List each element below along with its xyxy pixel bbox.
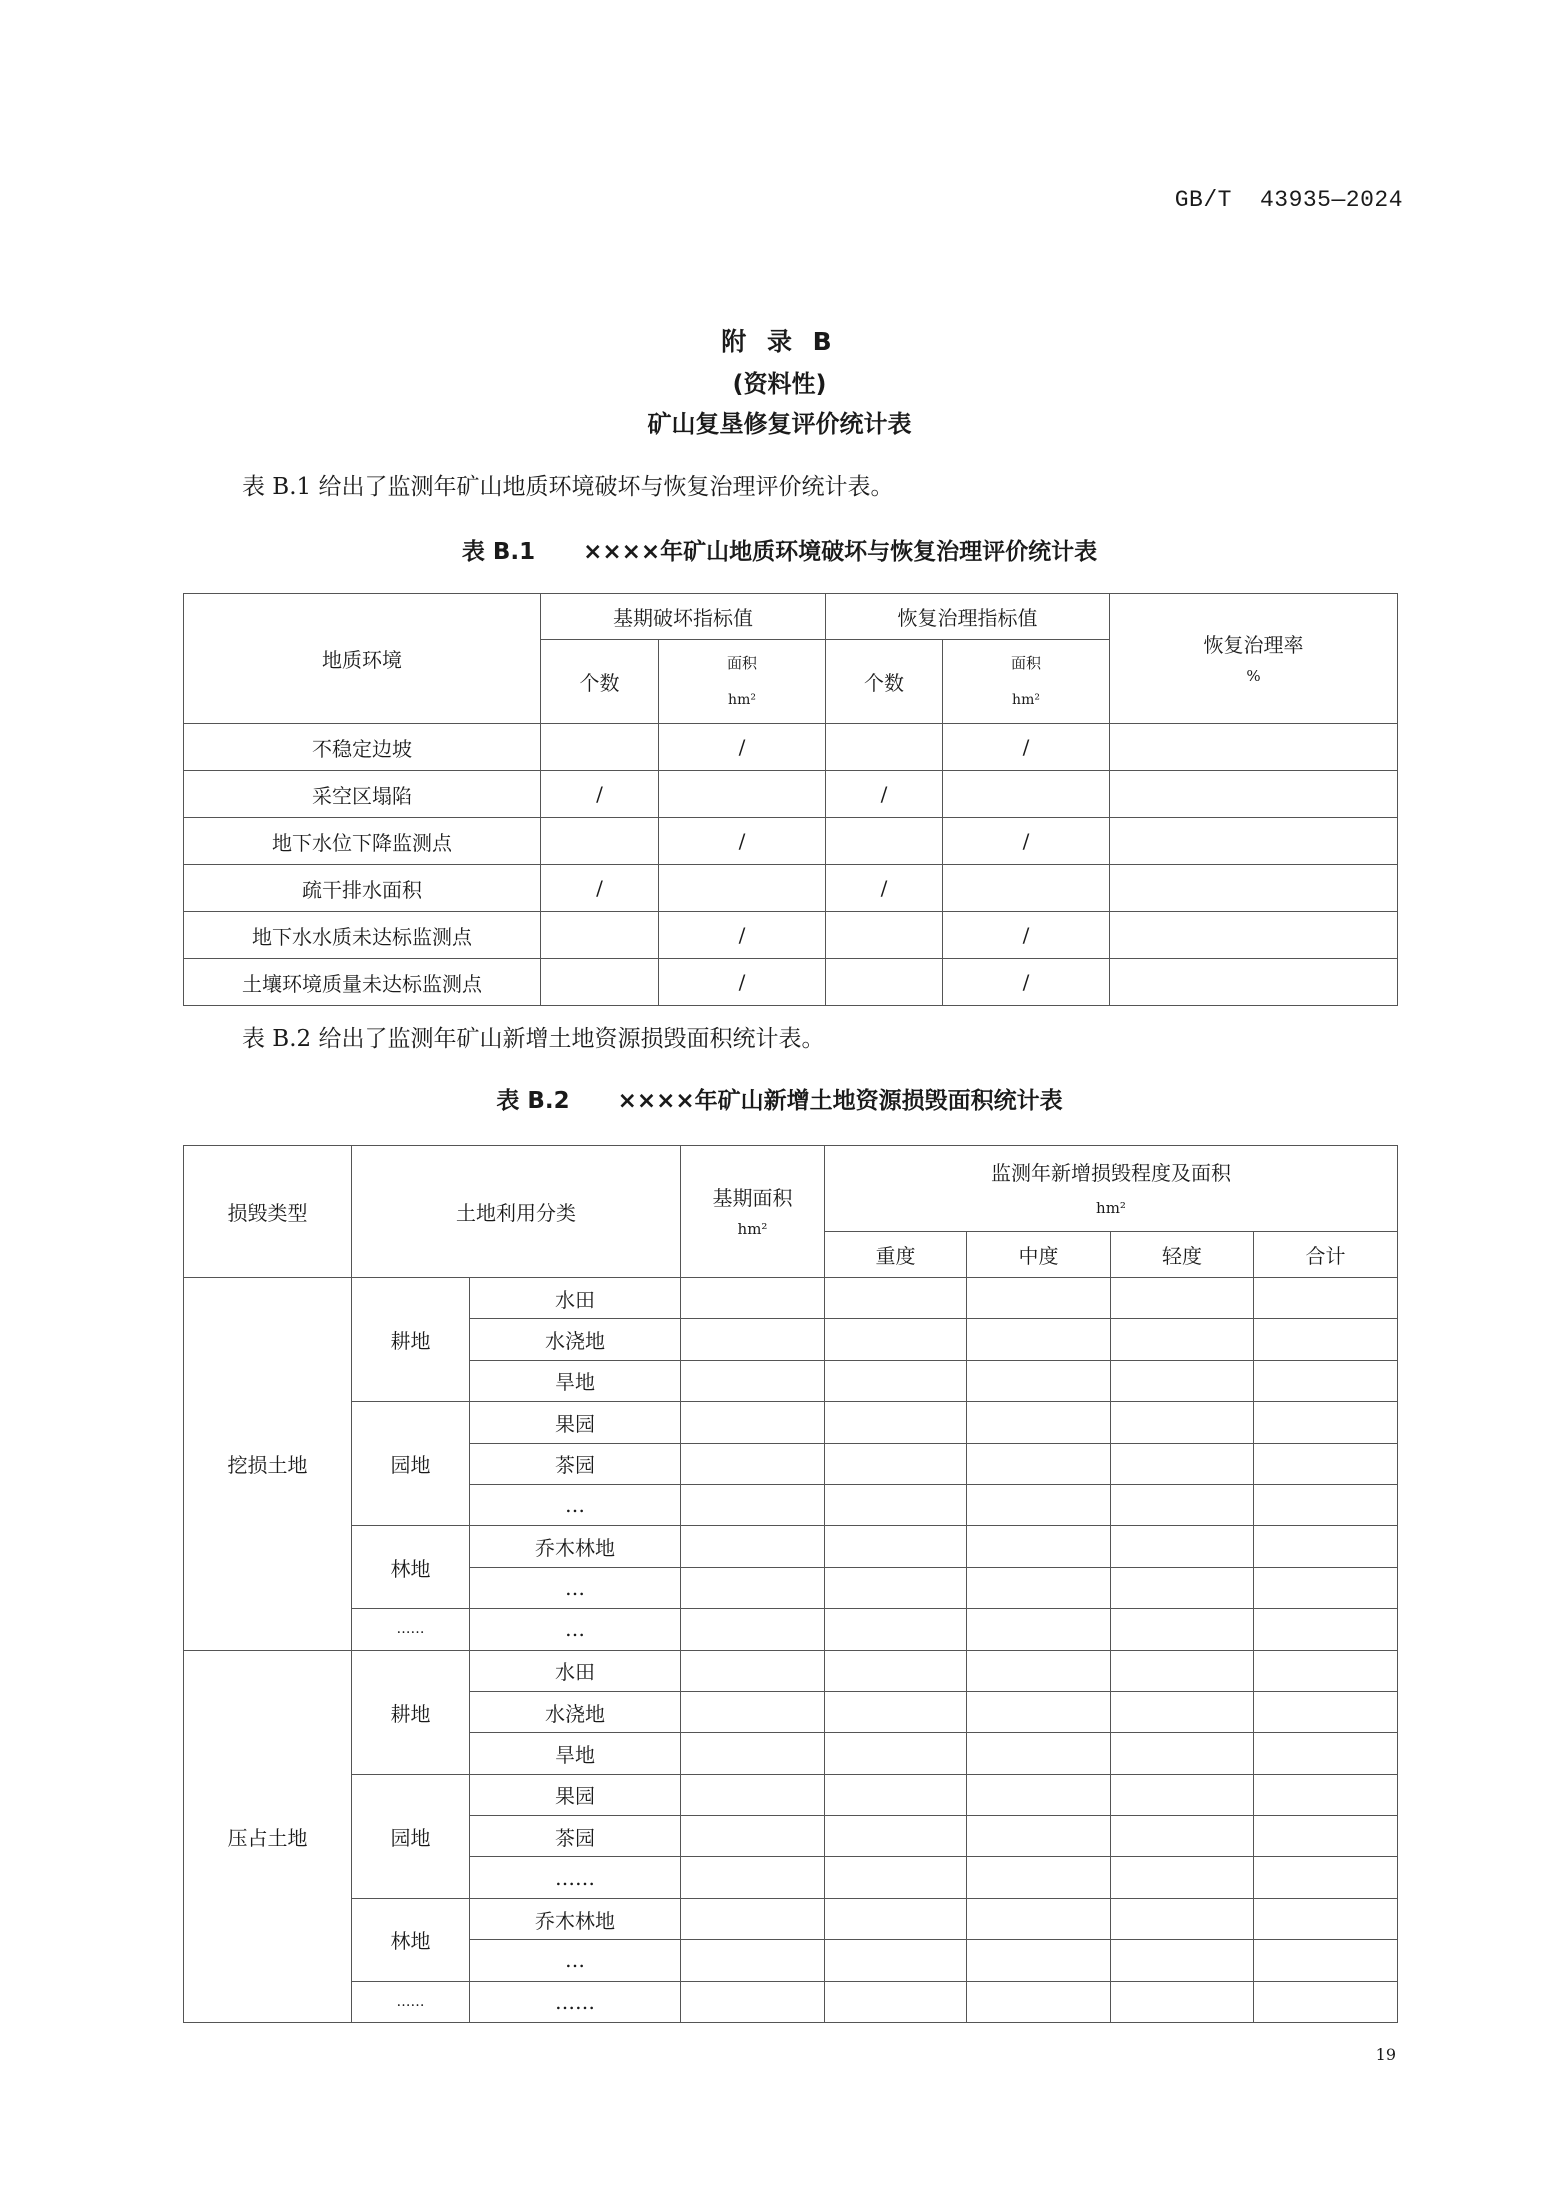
table1-cell bbox=[541, 959, 659, 1006]
table2-damage-type: 挖损土地 bbox=[184, 1278, 352, 1651]
table2-land-subcategory: …… bbox=[470, 1981, 681, 2022]
appendix-title: 附 录 B bbox=[721, 327, 838, 356]
table1-row-label: 地下水位下降监测点 bbox=[184, 818, 541, 865]
table2-cell bbox=[825, 1898, 967, 1939]
table2-cell bbox=[1254, 1443, 1398, 1484]
table2-land-category: 园地 bbox=[352, 1774, 470, 1898]
table2-header-heavy: 重度 bbox=[825, 1232, 967, 1278]
table2-row bbox=[184, 1774, 1398, 1815]
table2-cell bbox=[1111, 1733, 1254, 1774]
table2-cell bbox=[1111, 1609, 1254, 1650]
table1-cell: / bbox=[659, 959, 826, 1006]
table2-row bbox=[184, 1981, 1398, 2022]
table1-cell: / bbox=[541, 865, 659, 912]
table2-cell bbox=[1254, 1650, 1398, 1691]
table2-land-category: …… bbox=[352, 1609, 470, 1650]
table2-cell bbox=[1111, 1402, 1254, 1443]
table2-cell bbox=[825, 1402, 967, 1443]
table2-row bbox=[184, 1898, 1398, 1939]
table2-land-subcategory: 茶园 bbox=[470, 1443, 681, 1484]
table2-cell bbox=[681, 1526, 825, 1567]
table1-cell bbox=[1110, 912, 1398, 959]
table2-cell bbox=[825, 1857, 967, 1898]
table1-cell: / bbox=[659, 818, 826, 865]
table2-header-type: 损毁类型 bbox=[184, 1146, 352, 1278]
table1-cell bbox=[1110, 818, 1398, 865]
table2-land-subcategory: 水浇地 bbox=[470, 1691, 681, 1732]
table2-cell bbox=[967, 1319, 1111, 1360]
table1-header-count-2: 个数 bbox=[826, 640, 943, 724]
standard-code bbox=[1175, 187, 1403, 213]
table2-base-unit: hm² bbox=[737, 1219, 768, 1238]
table1-cell bbox=[541, 724, 659, 771]
table2-land-category: 耕地 bbox=[352, 1650, 470, 1774]
table1-row bbox=[184, 959, 1398, 1006]
table2-cell bbox=[1254, 1278, 1398, 1319]
table2-row bbox=[184, 1278, 1398, 1319]
table2-cell bbox=[967, 1733, 1111, 1774]
table2-row bbox=[184, 1650, 1398, 1691]
table1-caption-title: ××××年矿山地质环境破坏与恢复治理评价统计表 bbox=[583, 539, 1098, 565]
table2-land-subcategory: 旱地 bbox=[470, 1360, 681, 1401]
table2-cell bbox=[681, 1484, 825, 1525]
table1-area-label: 面积 bbox=[726, 654, 757, 673]
table2-cell bbox=[1254, 1981, 1398, 2022]
table2-cell bbox=[1254, 1691, 1398, 1732]
table2 bbox=[183, 1145, 1398, 2023]
intro-table1: 表 B.1 给出了监测年矿山地质环境破坏与恢复治理评价统计表。 bbox=[242, 474, 894, 500]
table2-cell bbox=[1111, 1691, 1254, 1732]
table2-cell bbox=[1254, 1360, 1398, 1401]
table2-cell bbox=[1254, 1526, 1398, 1567]
table2-cell bbox=[1111, 1857, 1254, 1898]
table2-cell bbox=[681, 1691, 825, 1732]
table1-rate-unit: % bbox=[1246, 666, 1261, 685]
table2-land-subcategory: … bbox=[470, 1609, 681, 1650]
table1 bbox=[183, 593, 1398, 1006]
table2-cell bbox=[967, 1650, 1111, 1691]
appendix-name: 矿山复垦修复评价统计表 bbox=[647, 410, 912, 438]
table1-cell: / bbox=[826, 865, 943, 912]
table2-land-subcategory: 旱地 bbox=[470, 1733, 681, 1774]
table1-rate-label: 恢复治理率 bbox=[1203, 632, 1304, 657]
table2-cell bbox=[1254, 1484, 1398, 1525]
table2-cell bbox=[681, 1443, 825, 1484]
table2-cell bbox=[825, 1360, 967, 1401]
table2-cell bbox=[1111, 1898, 1254, 1939]
table2-row bbox=[184, 1609, 1398, 1650]
table2-land-subcategory: 水田 bbox=[470, 1278, 681, 1319]
table2-cell bbox=[681, 1898, 825, 1939]
table2-cell bbox=[967, 1402, 1111, 1443]
table2-cell bbox=[1111, 1484, 1254, 1525]
table2-cell bbox=[1111, 1650, 1254, 1691]
table1-area-label-2: 面积 bbox=[1010, 654, 1041, 673]
table2-row bbox=[184, 1526, 1398, 1567]
table2-cell bbox=[1254, 1402, 1398, 1443]
table2-header-light: 轻度 bbox=[1111, 1232, 1254, 1278]
table1-cell bbox=[1110, 724, 1398, 771]
table2-cell bbox=[967, 1981, 1111, 2022]
table2-cell bbox=[825, 1609, 967, 1650]
table2-cell bbox=[681, 1733, 825, 1774]
table2-cell bbox=[681, 1402, 825, 1443]
table2-land-subcategory: 茶园 bbox=[470, 1816, 681, 1857]
table1-cell: / bbox=[826, 771, 943, 818]
table2-cell bbox=[825, 1484, 967, 1525]
table2-cell bbox=[681, 1650, 825, 1691]
table2-land-subcategory: 水浇地 bbox=[470, 1319, 681, 1360]
table2-cell bbox=[681, 1278, 825, 1319]
table2-cell bbox=[967, 1816, 1111, 1857]
table2-land-category: …… bbox=[352, 1981, 470, 2022]
table2-cell bbox=[825, 1650, 967, 1691]
table1-cell bbox=[659, 865, 826, 912]
table1-cell: / bbox=[943, 818, 1110, 865]
table2-cell bbox=[681, 1360, 825, 1401]
table2-header-total: 合计 bbox=[1254, 1232, 1398, 1278]
table2-cell bbox=[1111, 1443, 1254, 1484]
table2-cell bbox=[1111, 1319, 1254, 1360]
table1-cell bbox=[1110, 865, 1398, 912]
table2-base-label: 基期面积 bbox=[712, 1185, 793, 1210]
table1-header-recover: 恢复治理指标值 bbox=[826, 594, 1110, 640]
table2-cell bbox=[1111, 1816, 1254, 1857]
table2-cell bbox=[967, 1774, 1111, 1815]
table2-cell bbox=[825, 1733, 967, 1774]
table2-land-category: 林地 bbox=[352, 1526, 470, 1609]
table2-monitor-unit: hm² bbox=[1096, 1198, 1126, 1217]
table2-land-subcategory: … bbox=[470, 1484, 681, 1525]
table2-cell bbox=[681, 1567, 825, 1608]
table1-row bbox=[184, 771, 1398, 818]
table2-land-category: 园地 bbox=[352, 1402, 470, 1526]
table1-row-label: 采空区塌陷 bbox=[184, 771, 541, 818]
table1-row-label: 地下水水质未达标监测点 bbox=[184, 912, 541, 959]
table1-row bbox=[184, 724, 1398, 771]
table1-cell: / bbox=[943, 959, 1110, 1006]
table2-header-monitor bbox=[825, 1146, 1398, 1232]
table2-cell bbox=[967, 1567, 1111, 1608]
table2-cell bbox=[1254, 1898, 1398, 1939]
table2-cell bbox=[1254, 1567, 1398, 1608]
table2-land-subcategory: … bbox=[470, 1567, 681, 1608]
table2-land-subcategory: 果园 bbox=[470, 1774, 681, 1815]
table1-cell: / bbox=[541, 771, 659, 818]
table2-cell bbox=[967, 1691, 1111, 1732]
table2-cell bbox=[967, 1484, 1111, 1525]
table1-cell bbox=[943, 865, 1110, 912]
table2-cell bbox=[825, 1940, 967, 1981]
table1-header-env: 地质环境 bbox=[184, 594, 541, 724]
table2-header-medium: 中度 bbox=[967, 1232, 1111, 1278]
table1-caption-label: 表 B.1 bbox=[461, 539, 536, 565]
table1-cell bbox=[826, 959, 943, 1006]
table2-caption bbox=[0, 1082, 1559, 1115]
table2-land-subcategory: 果园 bbox=[470, 1402, 681, 1443]
table2-row bbox=[184, 1402, 1398, 1443]
table2-cell bbox=[1111, 1567, 1254, 1608]
table2-damage-type: 压占土地 bbox=[184, 1650, 352, 2023]
table2-cell bbox=[1111, 1774, 1254, 1815]
table1-caption bbox=[0, 533, 1559, 566]
table2-cell bbox=[1254, 1319, 1398, 1360]
table2-land-subcategory: …… bbox=[470, 1857, 681, 1898]
table2-cell bbox=[1254, 1733, 1398, 1774]
table1-cell: / bbox=[659, 912, 826, 959]
table1-header-rate bbox=[1110, 594, 1398, 724]
table2-caption-title: ××××年矿山新增土地资源损毁面积统计表 bbox=[617, 1088, 1063, 1114]
table1-cell bbox=[1110, 959, 1398, 1006]
table2-land-subcategory: … bbox=[470, 1940, 681, 1981]
table2-monitor-label: 监测年新增损毁程度及面积 bbox=[991, 1160, 1231, 1185]
table2-land-category: 耕地 bbox=[352, 1278, 470, 1402]
table2-cell bbox=[967, 1940, 1111, 1981]
standard-prefix: GB/T bbox=[1174, 187, 1232, 213]
table2-cell bbox=[825, 1774, 967, 1815]
table2-cell bbox=[681, 1857, 825, 1898]
table2-cell bbox=[681, 1774, 825, 1815]
table2-cell bbox=[1254, 1774, 1398, 1815]
table2-cell bbox=[1254, 1609, 1398, 1650]
table1-row bbox=[184, 865, 1398, 912]
table1-row-label: 不稳定边坡 bbox=[184, 724, 541, 771]
table2-land-category: 林地 bbox=[352, 1898, 470, 1981]
table1-cell bbox=[659, 771, 826, 818]
table2-header-land: 土地利用分类 bbox=[352, 1146, 681, 1278]
table2-cell bbox=[1111, 1278, 1254, 1319]
table2-cell bbox=[967, 1857, 1111, 1898]
table2-cell bbox=[1254, 1816, 1398, 1857]
table1-cell: / bbox=[943, 724, 1110, 771]
table2-caption-label: 表 B.2 bbox=[496, 1088, 570, 1114]
table1-header-area-2 bbox=[943, 640, 1110, 724]
table2-cell bbox=[825, 1526, 967, 1567]
table2-cell bbox=[1111, 1360, 1254, 1401]
table2-land-subcategory: 乔木林地 bbox=[470, 1898, 681, 1939]
table2-cell bbox=[825, 1319, 967, 1360]
table1-row bbox=[184, 818, 1398, 865]
table2-header-base bbox=[681, 1146, 825, 1278]
table1-row-label: 疏干排水面积 bbox=[184, 865, 541, 912]
table2-cell bbox=[825, 1981, 967, 2022]
standard-number: 43935—2024 bbox=[1259, 187, 1403, 213]
table2-cell bbox=[967, 1609, 1111, 1650]
table2-cell bbox=[1254, 1857, 1398, 1898]
table1-cell bbox=[541, 818, 659, 865]
intro-table2: 表 B.2 给出了监测年矿山新增土地资源损毁面积统计表。 bbox=[242, 1026, 825, 1052]
table2-cell bbox=[967, 1443, 1111, 1484]
table2-cell bbox=[825, 1278, 967, 1319]
table2-cell bbox=[825, 1816, 967, 1857]
table1-row-label: 土壤环境质量未达标监测点 bbox=[184, 959, 541, 1006]
table2-cell bbox=[967, 1278, 1111, 1319]
table1-cell bbox=[943, 771, 1110, 818]
table1-row bbox=[184, 912, 1398, 959]
table2-cell bbox=[681, 1981, 825, 2022]
table1-area-unit-2: hm² bbox=[1012, 692, 1040, 709]
table1-area-unit: hm² bbox=[728, 692, 756, 709]
table2-cell bbox=[1111, 1526, 1254, 1567]
table2-cell bbox=[825, 1691, 967, 1732]
table1-cell: / bbox=[943, 912, 1110, 959]
table1-cell: / bbox=[659, 724, 826, 771]
table2-land-subcategory: 乔木林地 bbox=[470, 1526, 681, 1567]
table2-cell bbox=[825, 1443, 967, 1484]
table2-cell bbox=[967, 1526, 1111, 1567]
table2-cell bbox=[681, 1816, 825, 1857]
table2-cell bbox=[1111, 1981, 1254, 2022]
table2-cell bbox=[1254, 1940, 1398, 1981]
table1-header-area bbox=[659, 640, 826, 724]
table1-cell bbox=[826, 912, 943, 959]
table2-cell bbox=[681, 1940, 825, 1981]
table2-cell bbox=[1111, 1940, 1254, 1981]
table2-cell bbox=[967, 1360, 1111, 1401]
table1-header-count: 个数 bbox=[541, 640, 659, 724]
table2-cell bbox=[681, 1319, 825, 1360]
table1-cell bbox=[1110, 771, 1398, 818]
table1-cell bbox=[541, 912, 659, 959]
table2-land-subcategory: 水田 bbox=[470, 1650, 681, 1691]
table2-cell bbox=[825, 1567, 967, 1608]
page-number: 19 bbox=[1375, 2045, 1396, 2064]
table1-cell bbox=[826, 818, 943, 865]
appendix-type: (资料性) bbox=[732, 370, 827, 398]
table1-header-base: 基期破坏指标值 bbox=[541, 594, 826, 640]
table2-cell bbox=[967, 1898, 1111, 1939]
table2-cell bbox=[681, 1609, 825, 1650]
table1-cell bbox=[826, 724, 943, 771]
